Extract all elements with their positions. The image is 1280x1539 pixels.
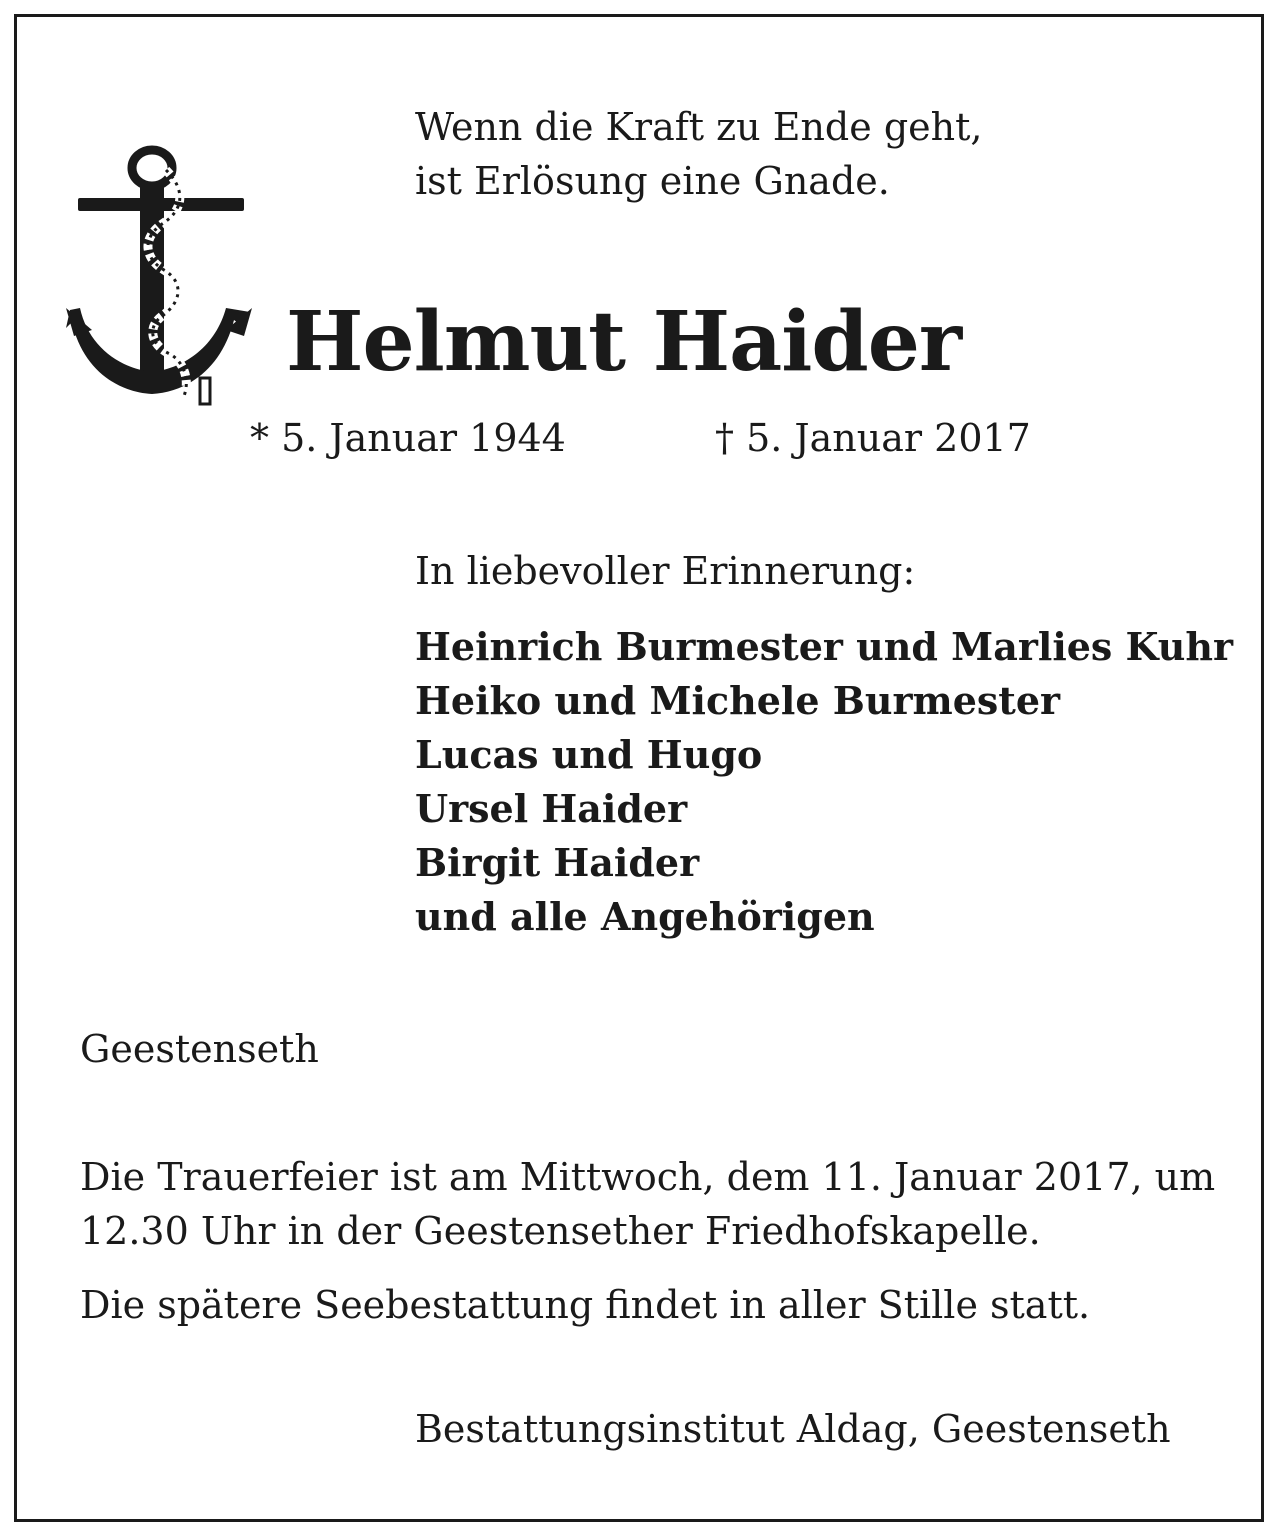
burial-info: Die spätere Seebestattung findet in aller Stille statt. — [80, 1283, 1091, 1327]
mourner-item: Heinrich Burmester und Marlies Kuhr — [415, 624, 1234, 669]
mourners-list — [415, 620, 1233, 944]
deceased-name: Helmut Haider — [286, 294, 962, 390]
memory-heading: In liebevoller Erinnerung: — [415, 549, 916, 593]
place-name: Geestenseth — [80, 1027, 319, 1071]
mourner-item: und alle Angehörigen — [415, 894, 875, 939]
ceremony-info — [80, 1150, 1215, 1258]
mourner-item: Ursel Haider — [415, 786, 688, 831]
mourner-item: Lucas und Hugo — [415, 732, 763, 777]
birth-date: * 5. Januar 1944 — [250, 416, 566, 460]
motto-line-2: ist Erlösung eine Gnade. — [415, 159, 890, 203]
mourner-item: Heiko und Michele Burmester — [415, 678, 1061, 723]
ceremony-line-2: 12.30 Uhr in der Geestensether Friedhofskapelle. — [80, 1209, 1041, 1253]
mourner-item: Birgit Haider — [415, 840, 700, 885]
anchor-icon — [66, 140, 254, 410]
death-date: † 5. Januar 2017 — [715, 416, 1031, 460]
motto-line-1: Wenn die Kraft zu Ende geht, — [415, 105, 983, 149]
undertaker: Bestattungsinstitut Aldag, Geestenseth — [415, 1407, 1171, 1451]
ceremony-line-1: Die Trauerfeier ist am Mittwoch, dem 11. Januar 2017, um — [80, 1155, 1216, 1199]
motto — [415, 100, 982, 208]
